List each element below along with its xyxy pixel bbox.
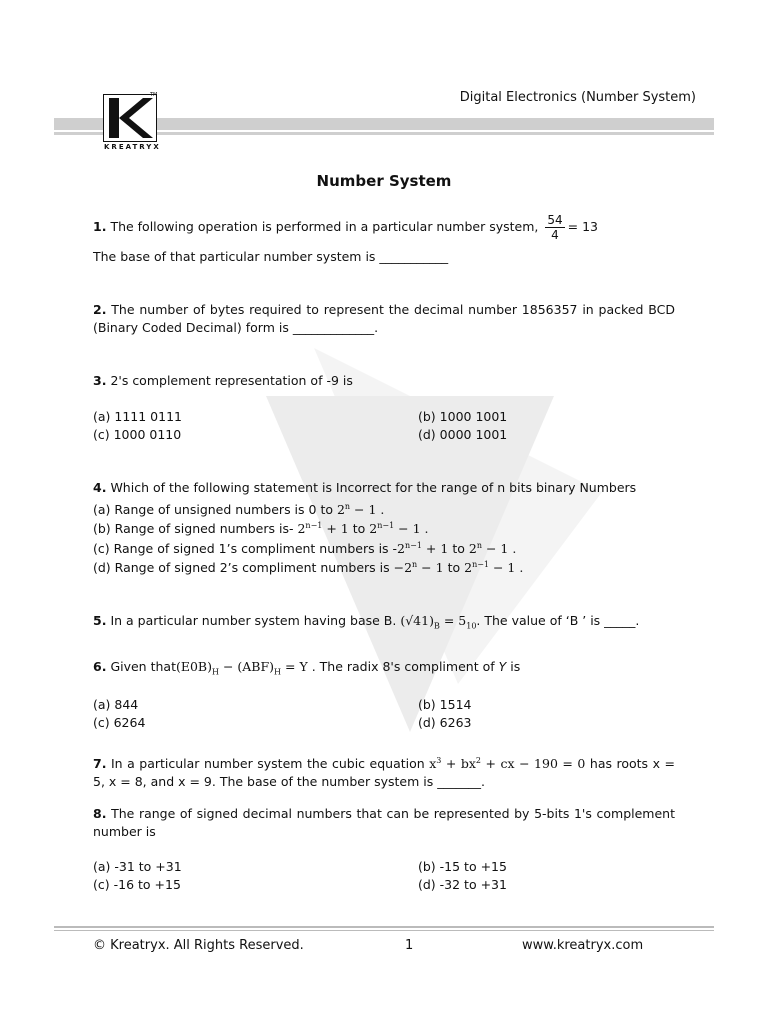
q5-text-b: . The value of ‘B ’ is _____. [476,613,640,628]
footer-rule-thin [54,930,714,931]
q7-text-a: In a particular number system the cubic equation [110,756,425,772]
q1-frac-den: 4 [551,228,559,242]
q8-option-d: (d) -32 to +31 [418,877,507,892]
q7-equation: $x^3 + bx^2$ + cx − 190 = 0 [429,756,586,772]
logo-text: KREATRYX [104,143,161,151]
q1-text: The following operation is performed in a particular number system, [110,219,539,234]
footer-copyright: © Kreatryx. All Rights Reserved. [93,938,304,953]
q4-a-label: (a) Range of unsigned numbers is 0 to [93,502,337,518]
q4-c-label: (c) Range of signed 1’s compliment numbers is - [93,541,398,557]
q6-number: 6. [93,659,107,674]
q3-option-d: (d) 0000 1001 [418,427,508,442]
q4-d-to: to [447,560,461,576]
q5-sqrt-val: 41 [413,613,430,628]
q4-option-a: (a) Range of unsigned numbers is 0 to $2^n - 1$ . [93,502,385,518]
page-title: Number System [316,172,452,190]
q8-text: The range of signed decimal numbers that can be represented by 5-bits 1's complement number is [93,806,675,839]
q5-number: 5. [93,613,107,628]
q6-option-c: (c) 6264 [93,715,146,730]
q3-option-b: (b) 1000 1001 [418,409,508,424]
question-1 [93,213,675,242]
q5-sub-b: B [433,621,440,631]
logo-tm: TM [150,92,158,98]
question-8 [93,805,675,841]
q1-frac-result: = 13 [567,219,598,234]
q6-option-b: (b) 1514 [418,697,472,712]
q3-option-a: (a) 1111 0111 [93,409,182,424]
q4-option-c: (c) Range of signed 1’s compliment numbers is $-2^{n-1} + 1$ to $2^n - 1$ . [93,541,517,557]
q7-number: 7. [93,756,107,772]
q5-text: In a particular number system having base B. [110,613,397,628]
q6-text-b: . The radix 8's compliment of [311,659,495,674]
q6-option-a: (a) 844 [93,697,139,712]
q6-var: Y [498,659,507,674]
q6-minus: − (ABF) [218,659,275,674]
q3-number: 3. [93,373,107,388]
q1-fraction [545,213,564,242]
q2-text: The number of bytes required to represent the decimal number 1856357 in packed BCD (Binary Coded Decimal) form is _____________. [93,302,675,335]
question-5 [93,612,675,636]
q6-eq: = Y [281,659,308,674]
q4-option-b: (b) Range of signed numbers is- $2^{n-1} + 1$ to $2^{n-1} - 1$ . [93,521,429,537]
q6-option-d: (d) 6263 [418,715,472,730]
q3-text: 2's complement representation of -9 is [110,373,353,388]
question-6 [93,658,675,682]
q8-number: 8. [93,806,107,821]
q4-b-label: (b) Range of signed numbers is- [93,521,298,537]
q4-c-to: to [452,541,465,557]
footer-url[interactable]: www.kreatryx.com [522,938,644,953]
q4-text: Which of the following statement is Incorrect for the range of n bits binary Numbers [110,480,637,495]
header-title: Digital Electronics (Number System) [459,90,696,105]
q8-option-c: (c) -16 to +15 [93,877,181,892]
q5-sub-10: 10 [466,621,477,631]
q4-number: 4. [93,480,107,495]
kreatryx-logo [103,94,157,142]
question-2 [93,301,675,337]
q6-sub-h1: H [212,667,219,677]
q6-text: Given that [110,659,176,674]
footer-page-number: 1 [405,938,414,953]
q3-option-c: (c) 1000 0110 [93,427,182,442]
q1-number: 1. [93,219,107,234]
q6-expression [175,659,308,677]
question-7 [93,752,675,791]
q6-expr: (E0B) [175,659,212,674]
footer-rule [54,926,714,928]
q2-number: 2. [93,302,107,317]
q1-frac-num: 54 [547,213,563,227]
q6-sub-h2: H [274,667,282,677]
q5-eq: = 5 [443,613,467,628]
q8-option-a: (a) -31 to +31 [93,859,182,874]
q8-option-b: (b) -15 to +15 [418,859,507,874]
q6-text-c: is [510,659,521,674]
q4-b-to: to [352,521,366,537]
question-4 [93,479,675,497]
question-3 [93,372,675,390]
q4-option-d: (d) Range of signed 2’s compliment numbers is $-2^n - 1$ to $2^{n-1} - 1$ . [93,560,524,576]
q5-expression: $(√41)_B = 5_{10}$ [400,613,477,631]
q7-text-b: has roots x = 5, x = 8, and x = 9. The base of the number system is _______. [93,756,675,790]
q4-d-label: (d) Range of signed 2’s compliment numbers is [93,560,394,576]
logo-k-icon [103,94,157,142]
q1-line2: The base of that particular number system is ___________ [93,249,449,264]
